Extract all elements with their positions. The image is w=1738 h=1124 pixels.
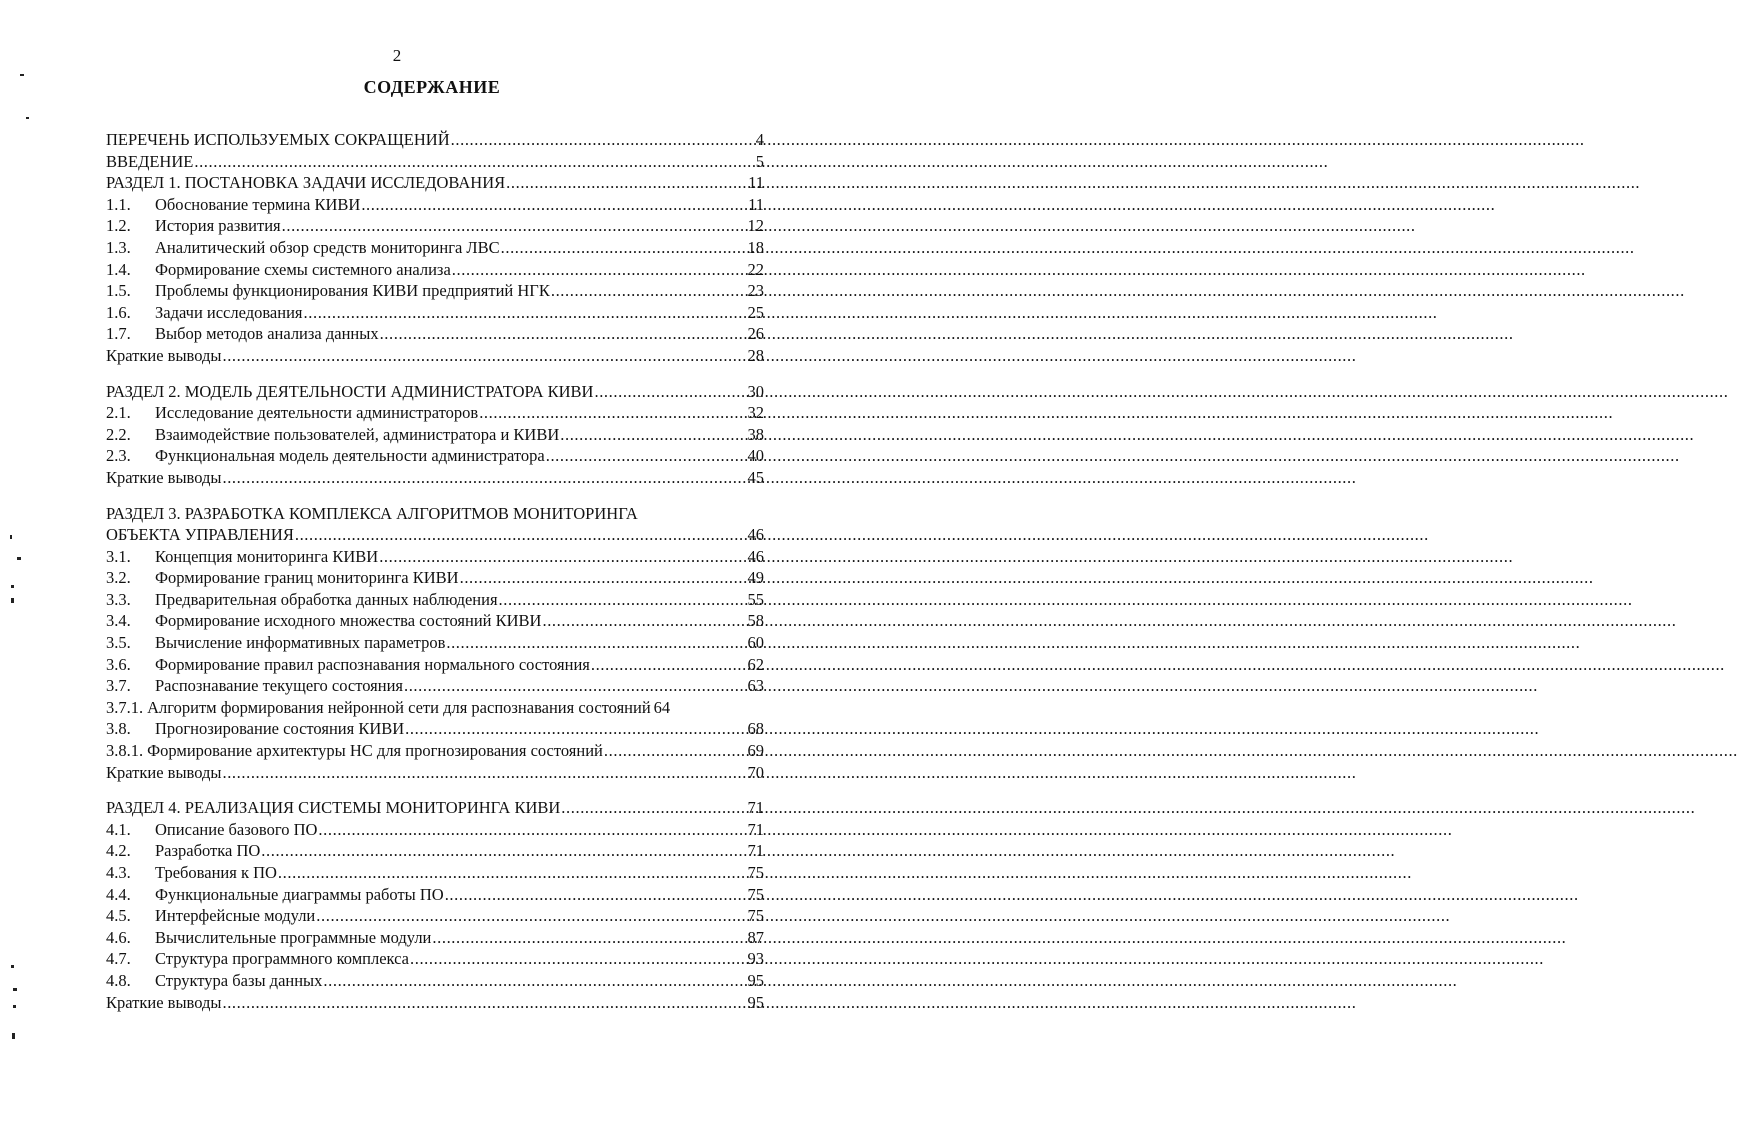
toc-summary [106,467,764,489]
toc-summary [106,762,764,784]
toc-entry-label: Формирование границ мониторинга КИВИ [155,568,459,588]
toc-entry-page: 22 [747,259,764,279]
toc-entry-label: Требования к ПО [155,863,277,882]
toc-entry-number: 4.1. [106,819,131,839]
toc-entry-number: 1.7. [106,324,131,344]
toc-entry-label: Краткие выводы [106,992,222,1012]
toc-entry [106,323,764,345]
toc-entry [106,970,764,992]
toc-entry [106,697,764,719]
toc-entry-number: 2.3. [106,446,131,466]
toc-entry-number: 3.7.1. [106,697,144,717]
toc-entry-number: 3.8. [106,719,131,739]
toc-entry-page: 45 [747,467,764,487]
toc-leader [379,546,746,568]
toc-entry-label: Выбор методов анализа данных [155,324,379,344]
toc-entry [106,424,764,446]
toc-entry-page: 93 [747,949,764,969]
toc-entry-number: 1.5. [106,281,131,301]
toc-entry-label: Разработка ПО [155,841,261,861]
toc-entry-number: 3.8.1. [106,741,144,761]
toc-entry-page: 46 [747,525,764,545]
toc-leader [561,797,746,819]
toc-entry-number: 1.6. [106,302,131,322]
toc-entry-label: РАЗДЕЛ 2. МОДЕЛЬ ДЕЯТЕЛЬНОСТИ АДМИНИСТРАТОРА КИВИ [106,381,594,401]
toc-section-heading [106,503,764,525]
toc-entry-page: 46 [747,546,764,566]
toc-entry-page: 55 [747,589,764,609]
toc-entry [106,610,764,632]
toc-entry-label: Алгоритм формирования нейронной сети для распознавания состояний [147,697,651,717]
toc-leader [594,381,746,403]
toc-leader [506,172,747,194]
toc-entry-page: 71 [747,841,764,861]
toc-entry-label: Формирование архитектуры НС для прогнозирования состояний [147,741,603,761]
scan-speck [26,117,29,119]
toc-entry-label: Взаимодействие пользователей, администратора и КИВИ [155,424,560,444]
toc-entry-page: 26 [747,324,764,344]
toc-entry-number: 3.5. [106,633,131,653]
toc-entry-page: 95 [747,992,764,1012]
toc-entry-label: Краткие выводы [106,762,222,782]
toc-entry-page: 75 [747,884,764,904]
toc-entry-label: Вычислительные программные модули [155,927,432,947]
toc-entry [106,840,764,862]
toc-entry [106,654,764,676]
toc-leader [499,589,747,611]
toc-entry-number: 4.8. [106,970,131,990]
toc-entry-label: РАЗДЕЛ 3. РАЗРАБОТКА КОМПЛЕКСА АЛГОРИТМОВ МОНИТОРИНГА [106,503,638,523]
toc-entry-label: ОБЪЕКТА УПРАВЛЕНИЯ [106,525,294,545]
toc-entry [106,884,764,906]
toc-entry-label: Структура программного комплекса [155,949,409,969]
toc-entry-label: Функциональные диаграммы работы ПО [155,884,444,904]
toc-entry-label: Задачи исследования [155,302,303,322]
toc-entry-page: 4 [755,130,764,149]
toc-summary [106,345,764,367]
toc-leader [501,237,747,259]
toc-entry-page: 11 [748,173,764,193]
toc-entry [106,215,764,237]
toc-entry-label: Формирование исходного множества состояний КИВИ [155,611,542,631]
toc-entry [106,948,764,970]
toc-leader [304,302,747,324]
toc-entry-page: 28 [747,345,764,365]
toc-entry [106,129,764,151]
toc-entry-label: Предварительная обработка данных наблюдения [155,589,498,609]
toc-entry-page: 23 [747,281,764,301]
toc-entry-number: 3.3. [106,589,131,609]
toc-leader [295,524,747,546]
toc-entry-label: Проблемы функционирования КИВИ предприятий НГК [155,281,550,301]
toc-entry-page: 49 [747,568,764,588]
toc-entry-page: 11 [748,194,764,214]
toc-leader [542,610,746,632]
toc-entry-page: 25 [747,302,764,322]
toc-entry [106,302,764,324]
toc-entry-page: 62 [747,654,764,674]
table-of-contents [106,129,764,1013]
scan-speck [10,535,12,539]
toc-entry-number: 3.1. [106,546,131,566]
scan-speck [13,988,17,991]
toc-entry-page: 32 [747,403,764,423]
toc-entry-number: 3.6. [106,654,131,674]
toc-entry-page: 71 [747,798,764,818]
toc-entry-number: 4.6. [106,927,131,947]
toc-section-heading [106,172,764,194]
toc-entry [106,194,764,216]
toc-section-heading-continued [106,524,764,546]
toc-leader [560,424,746,446]
toc-entry [106,237,764,259]
toc-entry [106,280,764,302]
toc-entry-number: 1.2. [106,216,131,236]
toc-entry [106,151,764,173]
toc-entry-label: Распознавание текущего состояния [155,676,403,696]
toc-entry-label: Интерфейсные модули [155,906,316,926]
toc-leader [410,948,747,970]
toc-entry-number: 4.3. [106,863,131,882]
scan-speck [20,74,24,76]
toc-entry [106,632,764,654]
toc-entry [106,445,764,467]
toc-entry-page: 68 [747,719,764,739]
toc-section-heading [106,797,764,819]
toc-entry-page: 71 [747,819,764,839]
toc-leader [261,840,746,862]
toc-leader [323,970,746,992]
toc-entry [106,718,764,740]
toc-leader [405,718,746,740]
toc-leader [591,654,747,676]
toc-entry-label: Краткие выводы [106,467,222,487]
toc-entry-label: Исследование деятельности администраторов [155,403,479,423]
toc-entry-label: Функциональная модель деятельности администратора [155,446,545,466]
toc-entry-label: Структура базы данных [155,970,323,990]
toc-leader [318,819,746,841]
toc-entry-page: 40 [747,446,764,466]
toc-entry-number: 1.4. [106,259,131,279]
toc-leader [551,280,747,302]
toc-entry-number: 2.1. [106,403,131,423]
toc-leader [222,467,746,489]
toc-entry [106,905,764,927]
toc-leader [546,445,747,467]
toc-leader [432,927,746,949]
toc-leader [222,762,746,784]
toc-entry-number: 4.2. [106,841,131,861]
toc-entry-number: 1.1. [106,194,131,214]
scan-speck [17,557,21,560]
toc-entry-page: 38 [747,424,764,444]
toc-entry-page: 69 [747,741,764,761]
toc-entry-label: РАЗДЕЛ 4. РЕАЛИЗАЦИЯ СИСТЕМЫ МОНИТОРИНГА КИВИ [106,798,561,818]
toc-section-heading [106,381,764,403]
toc-leader [446,632,746,654]
toc-entry-number: 4.7. [106,949,131,969]
toc-entry-label: История развития [155,216,281,236]
toc-entry-label: Концепция мониторинга КИВИ [155,546,379,566]
scan-speck [11,585,14,588]
toc-entry [106,567,764,589]
toc-entry-page: 95 [747,970,764,990]
toc-entry-page: 5 [755,151,764,171]
toc-entry-page: 18 [747,237,764,257]
toc-entry-number: 3.2. [106,568,131,588]
toc-entry-page: 63 [747,676,764,696]
scan-speck [12,1033,15,1039]
toc-summary [106,992,764,1014]
toc-entry-number: 3.4. [106,611,131,631]
toc-entry [106,927,764,949]
toc-leader [445,884,747,906]
toc-entry-label: Аналитический обзор средств мониторинга ЛВС [155,237,500,257]
toc-entry-label: Обоснование термина КИВИ [155,194,361,214]
toc-entry-label: Краткие выводы [106,345,222,365]
toc-entry-label: ПЕРЕЧЕНЬ ИСПОЛЬЗУЕМЫХ СОКРАЩЕНИЙ [106,130,450,149]
toc-entry-label: РАЗДЕЛ 1. ПОСТАНОВКА ЗАДАЧИ ИССЛЕДОВАНИЯ [106,173,506,193]
toc-leader [380,323,747,345]
scan-speck [11,965,14,968]
toc-entry-page: 87 [747,927,764,947]
toc-entry-page: 58 [747,611,764,631]
toc-entry-page: 60 [747,633,764,653]
toc-entry-label: Вычисление информативных параметров [155,633,446,653]
toc-entry [106,819,764,841]
toc-entry [106,546,764,568]
scan-speck [11,598,14,603]
toc-entry-label: Описание базового ПО [155,819,318,839]
toc-entry-label: Формирование правил распознавания нормального состояния [155,654,590,674]
toc-entry [106,740,764,762]
toc-entry-label: ВВЕДЕНИЕ [106,151,194,171]
toc-entry-page: 70 [747,762,764,782]
toc-entry-label: Прогнозирование состояния КИВИ [155,719,405,739]
toc-entry-page: 12 [747,216,764,236]
toc-entry [106,259,764,281]
toc-entry-number: 1.3. [106,237,131,257]
toc-entry-page: 75 [747,863,764,882]
toc-entry-page: 64 [653,697,671,717]
toc-entry [106,589,764,611]
toc-entry-number: 4.4. [106,884,131,904]
toc-leader [361,194,747,216]
toc-leader [222,992,746,1014]
toc-leader [460,567,747,589]
toc-entry [106,862,764,884]
scan-speck [13,1005,16,1008]
toc-leader [222,345,746,367]
toc-entry [106,675,764,697]
toc-entry-page: 75 [747,906,764,926]
toc-leader [479,402,746,424]
toc-leader [404,675,747,697]
toc-leader [194,151,749,173]
toc-entry-number: 3.7. [106,676,131,696]
toc-entry-number: 2.2. [106,424,131,444]
toc-entry [106,402,764,424]
toc-entry-page: 30 [747,381,764,401]
toc-leader [316,905,746,927]
toc-leader [282,215,747,237]
page-number: 2 [392,46,402,65]
toc-leader [604,740,747,762]
toc-leader [452,259,747,281]
toc-leader [451,129,749,151]
page-title: СОДЕРЖАНИЕ [363,77,501,97]
toc-entry-number: 4.5. [106,906,131,926]
toc-leader [278,862,747,884]
toc-entry-label: Формирование схемы системного анализа [155,259,451,279]
